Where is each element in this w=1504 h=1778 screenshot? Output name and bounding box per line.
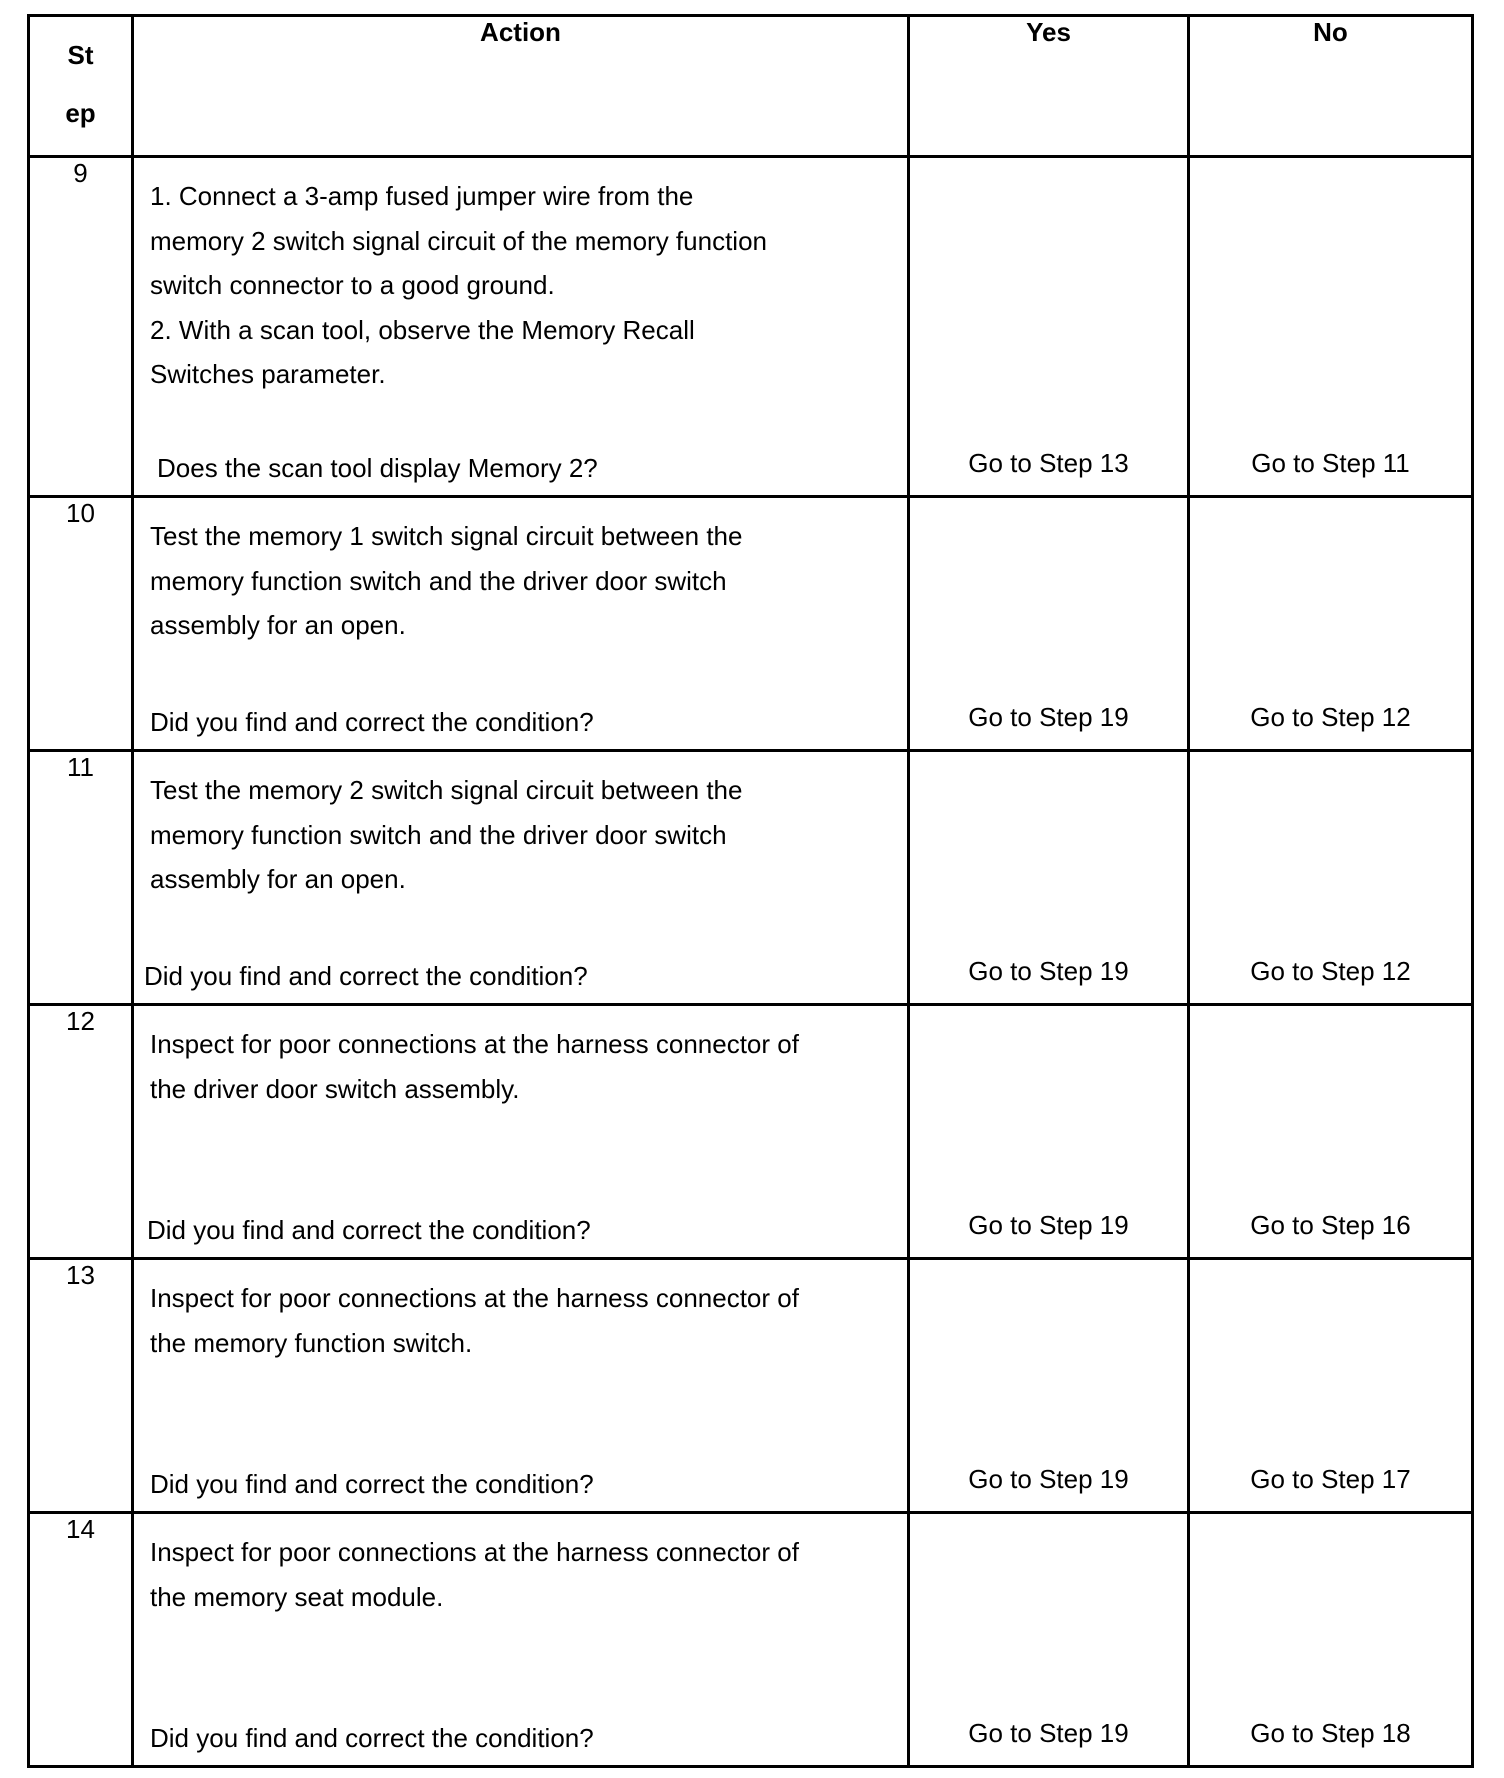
step-column-header [29,16,133,157]
action-line: Inspect for poor connections at the harness connector of [150,1283,799,1313]
yes-cell [909,497,1189,751]
no-cell [1189,157,1473,497]
action-line: assembly for an open. [150,610,406,640]
action-line: Inspect for poor connections at the harness connector of [150,1029,799,1059]
action-question: Did you find and correct the condition? [147,1215,591,1245]
action-line: Inspect for poor connections at the harness connector of [150,1537,799,1567]
action-line: the memory function switch. [150,1327,473,1358]
action-question: Did you find and correct the condition? [144,961,588,991]
action-line: 2. With a scan tool, observe the Memory Recall [150,314,695,345]
step-number: 14 [29,1513,133,1767]
action-line: memory function switch and the driver door switch [150,565,727,596]
step-header-line-2: ep [65,98,96,128]
yes-goto-step: Go to Step 19 [968,1464,1129,1494]
action-line: memory function switch and the driver door switch [150,819,727,850]
action-cell [133,1513,909,1767]
no-goto-step: Go to Step 12 [1250,702,1411,732]
action-line: Test the memory 1 switch signal circuit between the [150,521,743,551]
no-column-header: No [1189,16,1473,157]
no-cell [1189,497,1473,751]
table-row [29,1259,1473,1513]
step-number: 11 [29,751,133,1005]
yes-goto-step: Go to Step 19 [968,956,1129,986]
yes-goto-step: Go to Step 13 [968,448,1129,478]
action-question: Did you find and correct the condition? [150,707,594,737]
action-cell [133,157,909,497]
step-number: 10 [29,497,133,751]
yes-cell [909,1005,1189,1259]
yes-cell [909,1259,1189,1513]
yes-cell [909,157,1189,497]
action-line: 1. Connect a 3-amp fused jumper wire from the [150,181,694,211]
table-row [29,1005,1473,1259]
action-cell [133,1005,909,1259]
no-goto-step: Go to Step 18 [1250,1718,1411,1748]
step-number: 9 [29,157,133,497]
action-line: Switches parameter. [150,359,386,389]
yes-column-header: Yes [909,16,1189,157]
table-row [29,751,1473,1005]
yes-cell [909,1513,1189,1767]
yes-goto-step: Go to Step 19 [968,702,1129,732]
table-header-row [29,16,1473,157]
action-line: the driver door switch assembly. [150,1073,520,1104]
yes-goto-step: Go to Step 19 [968,1210,1129,1240]
action-line: the memory seat module. [150,1581,444,1612]
action-cell [133,751,909,1005]
action-line: switch connector to a good ground. [150,270,555,300]
action-question: Does the scan tool display Memory 2? [157,453,598,483]
step-number: 13 [29,1259,133,1513]
no-goto-step: Go to Step 12 [1250,956,1411,986]
yes-cell [909,751,1189,1005]
table-row [29,1513,1473,1767]
table-row [29,157,1473,497]
action-question: Did you find and correct the condition? [150,1469,594,1499]
no-goto-step: Go to Step 11 [1251,448,1410,478]
step-header-full [0,0,1,1]
action-cell [133,497,909,751]
no-goto-step: Go to Step 16 [1250,1210,1411,1240]
action-cell [133,1259,909,1513]
step-number: 12 [29,1005,133,1259]
no-cell [1189,1259,1473,1513]
action-line: assembly for an open. [150,864,406,894]
yes-goto-step: Go to Step 19 [968,1718,1129,1748]
action-column-header: Action [133,16,909,157]
step-header-line-1: St [67,40,94,70]
action-line: memory 2 switch signal circuit of the memory function [150,225,767,256]
no-cell [1189,1513,1473,1767]
no-cell [1189,751,1473,1005]
action-question: Did you find and correct the condition? [150,1723,594,1753]
diagnostic-steps-table [27,14,1474,1768]
table-row [29,497,1473,751]
no-goto-step: Go to Step 17 [1250,1464,1411,1494]
no-cell [1189,1005,1473,1259]
action-line: Test the memory 2 switch signal circuit between the [150,775,743,805]
